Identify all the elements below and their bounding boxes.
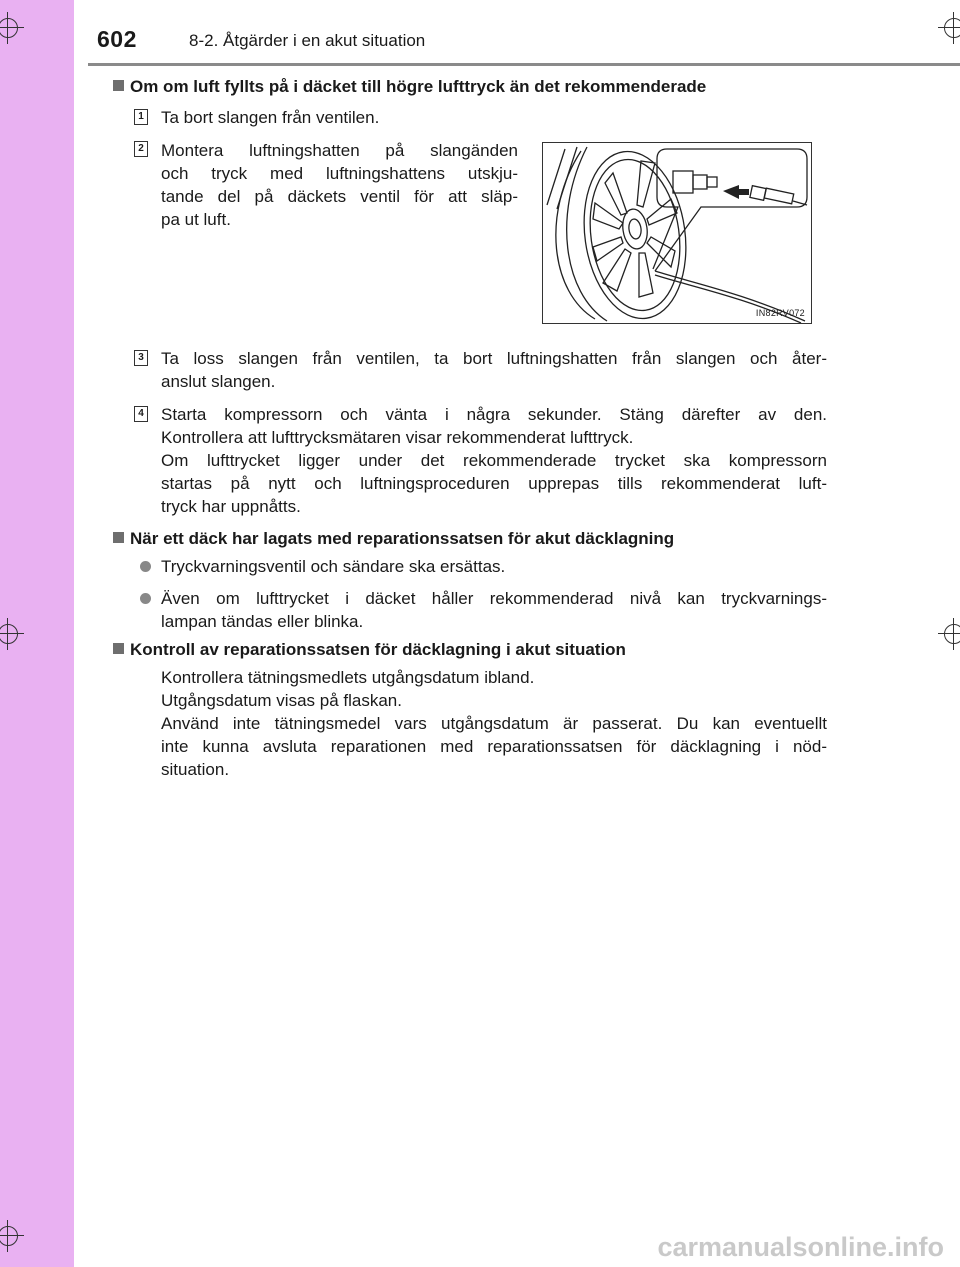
section-heading-kit-check xyxy=(113,640,626,660)
step-1-text xyxy=(161,106,541,129)
heading-square-icon xyxy=(113,643,124,654)
text-line: tryck har uppnåtts. xyxy=(161,497,301,516)
text-line: Ta loss slangen från ventilen, ta bort luftningshatten från slangen och åter- xyxy=(161,349,827,368)
text-line: lampan tändas eller blinka. xyxy=(161,612,364,631)
text-line: Kontrollera tätningsmedlets utgångsdatum ibland. xyxy=(161,668,535,687)
step-2-text xyxy=(161,139,518,231)
heading-square-icon xyxy=(113,532,124,543)
heading-text: När ett däck har lagats med reparationssatsen för akut däcklagning xyxy=(130,529,675,548)
text-line: och tryck med luftningshattens utskju- xyxy=(161,164,518,183)
step-4-text xyxy=(161,403,827,518)
registration-mark-mid-right xyxy=(938,618,960,650)
page-number: 602 xyxy=(97,26,137,52)
watermark: carmanualsonline.info xyxy=(657,1232,944,1262)
text-line: Montera luftningshatten på slangänden xyxy=(161,141,518,160)
step-number-2: 2 xyxy=(134,141,148,157)
text-line: inte kunna avsluta reparationen med reparationssatsen för däcklagning i nöd- xyxy=(161,737,827,756)
tire-valve-drawing xyxy=(543,143,811,323)
section-heading-over-inflation xyxy=(113,77,706,97)
tire-valve-illustration xyxy=(542,142,812,324)
heading-square-icon xyxy=(113,80,124,91)
kit-check-text xyxy=(161,666,827,781)
text-line: situation. xyxy=(161,760,230,779)
bullet-icon xyxy=(140,561,151,572)
header-rule xyxy=(88,63,960,66)
text-line: tande del på däckets ventil för att släp- xyxy=(161,187,518,206)
section-heading-after-repair xyxy=(113,529,674,549)
registration-mark-bottom-left xyxy=(0,1220,24,1252)
figure-code: IN82RV072 xyxy=(755,308,805,318)
text-line: startas på nytt och luftningsproceduren upprepas tills rekommenderat luft- xyxy=(161,474,827,493)
text-line: anslut slangen. xyxy=(161,372,276,391)
text-line: Tryckvarningsventil och sändare ska ersättas. xyxy=(161,557,506,576)
step-number-3: 3 xyxy=(134,350,148,366)
step-3-text xyxy=(161,347,827,393)
text-line: Utgångsdatum visas på flaskan. xyxy=(161,691,402,710)
bullet-icon xyxy=(140,593,151,604)
step-number-1: 1 xyxy=(134,109,148,125)
text-line: Ta bort slangen från ventilen. xyxy=(161,108,380,127)
text-line: Även om lufttrycket i däcket håller rekommenderad nivå kan tryckvarnings- xyxy=(161,589,827,608)
step-number-4: 4 xyxy=(134,406,148,422)
registration-mark-top-left xyxy=(0,12,24,44)
text-line: Kontrollera att lufttrycksmätaren visar rekommenderat lufttryck. xyxy=(161,428,634,447)
heading-text: Om om luft fyllts på i däcket till högre lufttryck än det rekommenderade xyxy=(130,77,707,96)
registration-mark-mid-left xyxy=(0,618,24,650)
text-line: pa ut luft. xyxy=(161,210,231,229)
section-title: 8-2. Åtgärder i en akut situation xyxy=(189,31,426,50)
bullet-2-text xyxy=(161,587,827,633)
text-line: Använd inte tätningsmedel vars utgångsdatum är passerat. Du kan eventuellt xyxy=(161,714,827,733)
bullet-1-text xyxy=(161,555,827,578)
text-line: Starta kompressorn och vänta i några sekunder. Stäng därefter av den. xyxy=(161,405,827,424)
heading-text: Kontroll av reparationssatsen för däcklagning i akut situation xyxy=(130,640,626,659)
text-line: Om lufttrycket ligger under det rekommenderade trycket ska kompressorn xyxy=(161,451,827,470)
registration-mark-top-right xyxy=(938,12,960,44)
